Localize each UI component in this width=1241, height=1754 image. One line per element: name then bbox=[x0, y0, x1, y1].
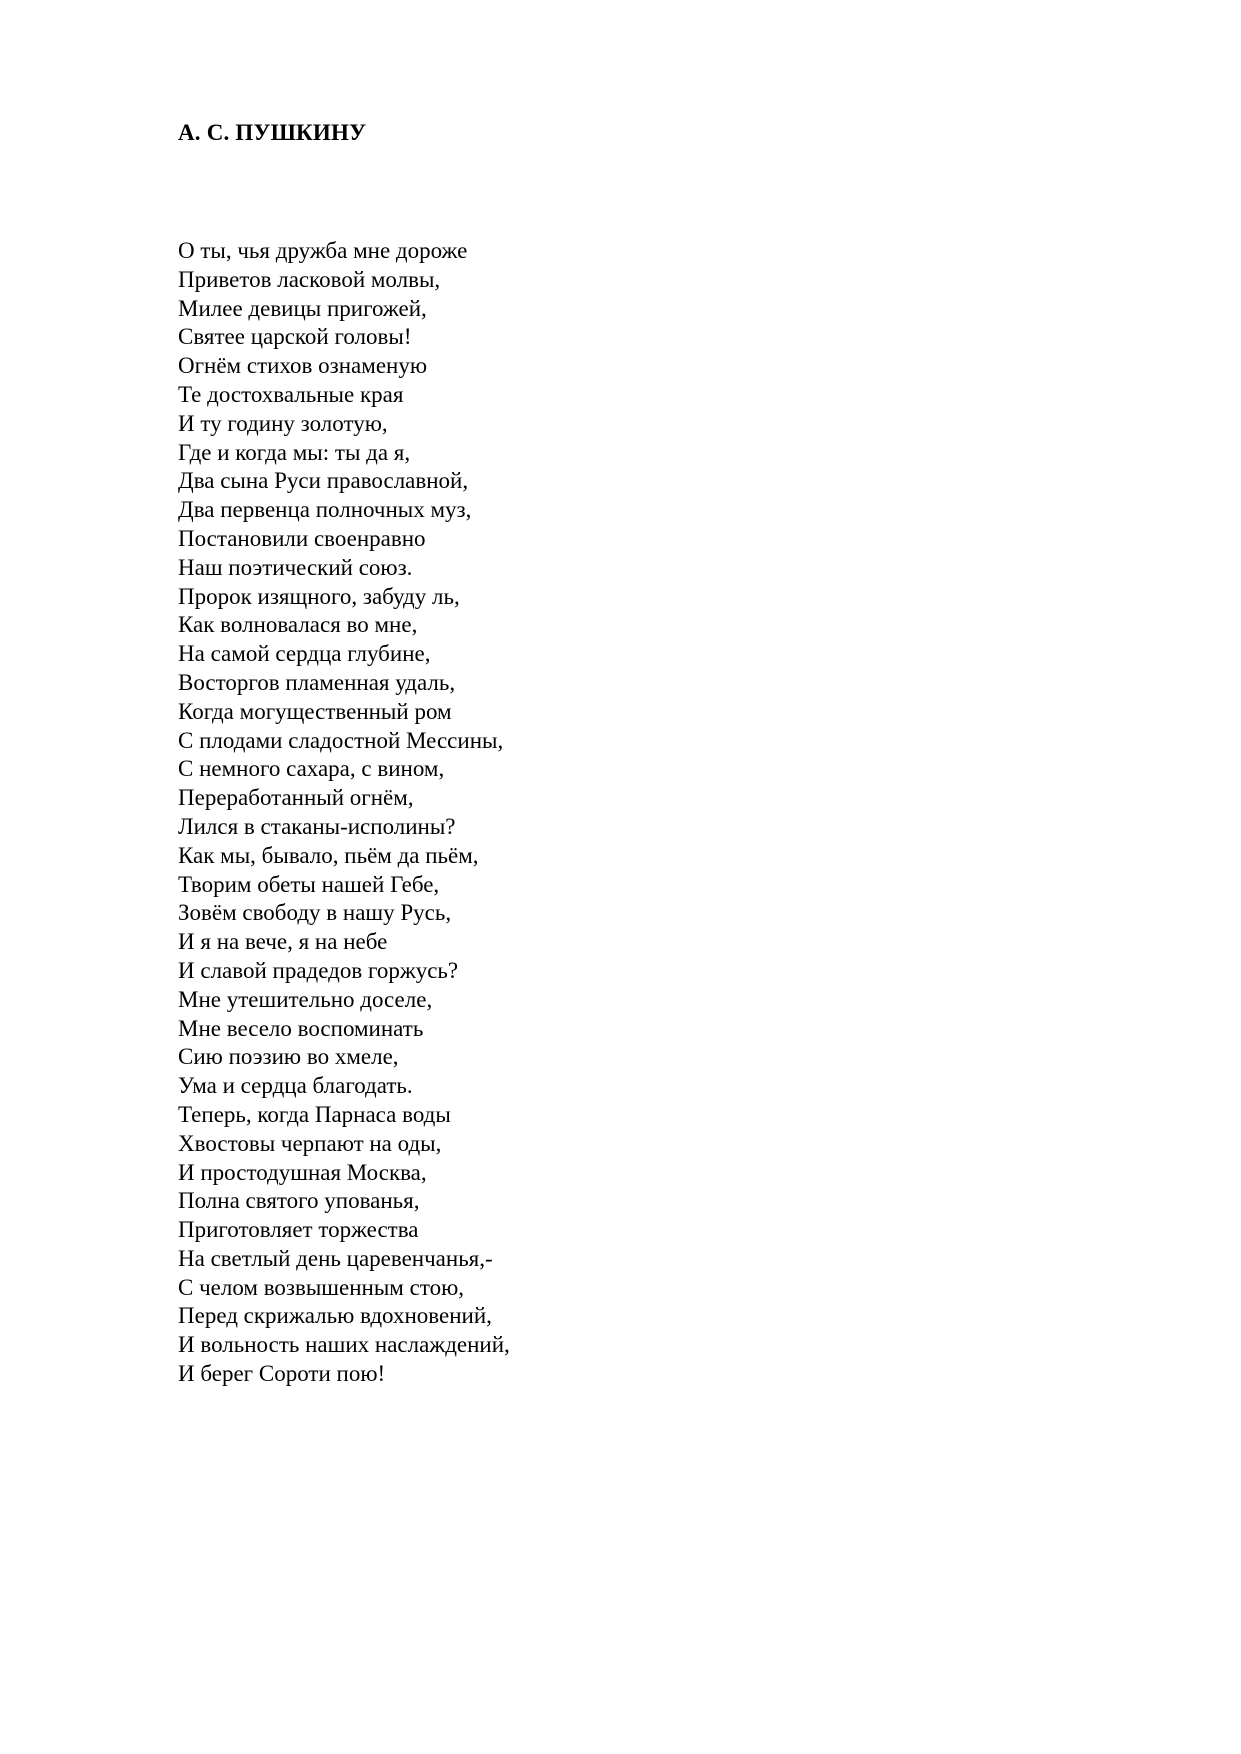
poem-line: Когда могущественный ром bbox=[178, 698, 452, 724]
poem-line: Теперь, когда Парнаса воды bbox=[178, 1101, 451, 1127]
poem-line: Мне весело воспоминать bbox=[178, 1015, 424, 1041]
poem-line: На самой сердца глубине, bbox=[178, 641, 431, 667]
poem-line: Приветов ласковой молвы, bbox=[178, 266, 441, 292]
poem-line: Два первенца полночных муз, bbox=[178, 497, 472, 523]
poem-line: Где и когда мы: ты да я, bbox=[178, 439, 411, 465]
poem-line: И вольность наших наслаждений, bbox=[178, 1332, 510, 1358]
poem-line: С немного сахара, с вином, bbox=[178, 756, 445, 782]
poem-line: Постановили своенравно bbox=[178, 525, 426, 551]
poem-line: Мне утешительно доселе, bbox=[178, 986, 433, 1012]
poem-body bbox=[178, 237, 878, 1389]
poem-line: Два сына Руси православной, bbox=[178, 468, 469, 494]
poem-line: Огнём стихов ознаменую bbox=[178, 353, 428, 379]
poem-line: И берег Сороти пою! bbox=[178, 1361, 386, 1387]
poem-line: Милее девицы пригожей, bbox=[178, 295, 427, 321]
poem-line: Святее царской головы! bbox=[178, 324, 412, 350]
poem-line: Наш поэтический союз. bbox=[178, 554, 413, 580]
poem-line: На светлый день царевенчанья,- bbox=[178, 1245, 493, 1271]
poem-line: Те достохвальные края bbox=[178, 381, 404, 407]
poem-line: И я на вече, я на небе bbox=[178, 929, 388, 955]
poem-line: И простодушная Москва, bbox=[178, 1159, 427, 1185]
poem-line: И ту годину золотую, bbox=[178, 410, 388, 436]
poem-line: Творим обеты нашей Гебе, bbox=[178, 871, 440, 897]
poem-line: И славой прадедов горжусь? bbox=[178, 957, 459, 983]
poem-line: Перед скрижалью вдохновений, bbox=[178, 1303, 492, 1329]
poem-line: Как мы, бывало, пьём да пьём, bbox=[178, 842, 479, 868]
poem-line: Полна святого упованья, bbox=[178, 1188, 420, 1214]
poem-line: Переработанный огнём, bbox=[178, 785, 414, 811]
poem-line: Как волновалася во мне, bbox=[178, 612, 418, 638]
poem-line: Восторгов пламенная удаль, bbox=[178, 669, 456, 695]
poem-line: Пророк изящного, забуду ль, bbox=[178, 583, 460, 609]
poem-line: Лился в стаканы-исполины? bbox=[178, 813, 456, 839]
poem-line: О ты, чья дружба мне дороже bbox=[178, 238, 468, 263]
poem-line: Зовём свободу в нашу Русь, bbox=[178, 900, 452, 926]
poem-line: Хвостовы черпают на оды, bbox=[178, 1130, 442, 1156]
poem-line: С плодами сладостной Мессины, bbox=[178, 727, 504, 753]
poem-line: Сию поэзию во хмеле, bbox=[178, 1044, 399, 1070]
poem-line: Ума и сердца благодать. bbox=[178, 1073, 413, 1099]
poem-line: С челом возвышенным стою, bbox=[178, 1274, 464, 1300]
poem-title: А. С. ПУШКИНУ bbox=[178, 120, 367, 145]
poem-line: Приготовляет торжества bbox=[178, 1217, 419, 1243]
